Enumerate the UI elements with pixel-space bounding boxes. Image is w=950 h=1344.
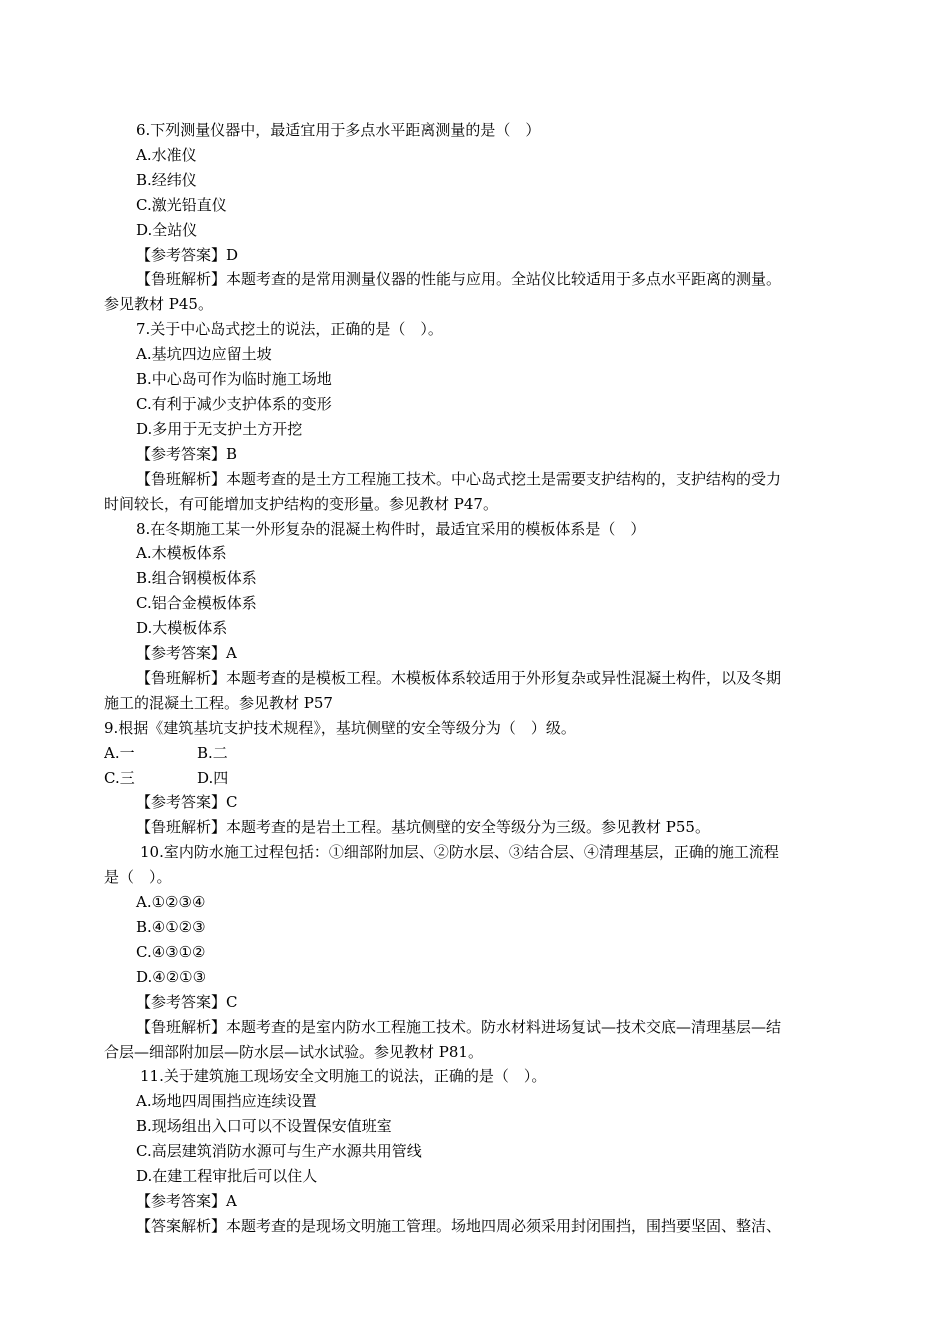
q8-analysis-cont: 施工的混凝土工程。参见教材 P57 [104, 693, 333, 712]
q11-option-d: D.在建工程审批后可以住人 [136, 1167, 318, 1186]
q9-option-c: C.三 [104, 768, 135, 787]
q9-option-b: B.二 [197, 743, 228, 762]
q10-analysis: 【鲁班解析】本题考查的是室内防水工程施工技术。防水材料进场复试—技术交底—清理基层—结 [136, 1017, 782, 1036]
q6-option-d: D.全站仪 [136, 220, 198, 239]
question-10: 10.室内防水施工过程包括：①细部附加层、②防水层、③结合层、④清理基层，正确的施工流程 [140, 843, 779, 862]
q6-analysis-cont: 参见教材 P45。 [104, 295, 213, 314]
q11-option-c: C.高层建筑消防水源可与生产水源共用管线 [136, 1142, 422, 1161]
q11-answer: 【参考答案】A [136, 1191, 237, 1210]
q8-analysis: 【鲁班解析】本题考查的是模板工程。木模板体系较适用于外形复杂或异性混凝土构件，以及冬期 [136, 668, 782, 687]
question-9: 9.根据《建筑基坑支护技术规程》，基坑侧壁的安全等级分为（ ）级。 [104, 718, 576, 737]
q10-option-b: B.④①②③ [136, 918, 206, 936]
q9-options-row-1 [104, 741, 856, 766]
document-page [104, 118, 856, 1239]
q7-option-a: A.基坑四边应留土坡 [136, 345, 272, 364]
q6-option-b: B.经纬仪 [136, 170, 197, 189]
q7-option-d: D.多用于无支护土方开挖 [136, 419, 303, 438]
q11-analysis: 【答案解析】本题考查的是现场文明施工管理。场地四周必须采用封闭围挡，围挡要坚固、整洁、 [136, 1216, 782, 1235]
q9-option-a: A.一 [104, 743, 135, 762]
q10-option-a: A.①②③④ [136, 893, 206, 912]
question-10-cont: 是（ ）。 [104, 868, 172, 887]
q8-option-a: A.木模板体系 [136, 544, 227, 563]
q11-option-b: B.现场组出入口可以不设置保安值班室 [136, 1117, 392, 1136]
q8-option-d: D.大模板体系 [136, 619, 228, 638]
q6-analysis: 【鲁班解析】本题考查的是常用测量仪器的性能与应用。全站仪比较适用于多点水平距离的测量。 [136, 270, 782, 289]
q7-option-b: B.中心岛可作为临时施工场地 [136, 370, 332, 389]
q10-analysis-cont: 合层—细部附加层—防水层—试水试验。参见教材 P81。 [104, 1042, 483, 1061]
q7-answer: 【参考答案】B [136, 444, 238, 463]
q7-option-c: C.有利于减少支护体系的变形 [136, 394, 332, 413]
q7-analysis: 【鲁班解析】本题考查的是土方工程施工技术。中心岛式挖土是需要支护结构的，支护结构的受力 [136, 469, 782, 488]
question-8: 8.在冬期施工某一外形复杂的混凝土构件时，最适宜采用的模板体系是（ ） [136, 519, 646, 538]
q10-option-c: C.④③①② [136, 942, 206, 961]
q6-option-c: C.激光铅直仪 [136, 195, 227, 214]
q6-answer: 【参考答案】D [136, 245, 239, 264]
q8-answer: 【参考答案】A [136, 644, 237, 663]
q8-option-c: C.铝合金模板体系 [136, 594, 257, 613]
q6-option-a: A.水准仪 [136, 145, 197, 164]
q11-option-a: A.场地四周围挡应连续设置 [136, 1092, 317, 1111]
q7-analysis-cont: 时间较长，有可能增加支护结构的变形量。参见教材 P47。 [104, 494, 498, 513]
q10-answer: 【参考答案】C [136, 992, 238, 1011]
q9-analysis: 【鲁班解析】本题考查的是岩土工程。基坑侧壁的安全等级分为三级。参见教材 P55。 [136, 818, 710, 837]
question-6: 6.下列测量仪器中，最适宜用于多点水平距离测量的是（ ） [136, 121, 541, 139]
q10-option-d: D.④②①③ [136, 967, 207, 986]
q9-answer: 【参考答案】C [136, 793, 238, 812]
question-11: 11.关于建筑施工现场安全文明施工的说法，正确的是（ ）。 [140, 1067, 547, 1086]
q9-option-d: D.四 [197, 768, 229, 787]
question-7: 7.关于中心岛式挖土的说法，正确的是（ ）。 [136, 320, 443, 339]
q8-option-b: B.组合钢模板体系 [136, 569, 257, 588]
q9-options-row-2 [104, 766, 856, 791]
